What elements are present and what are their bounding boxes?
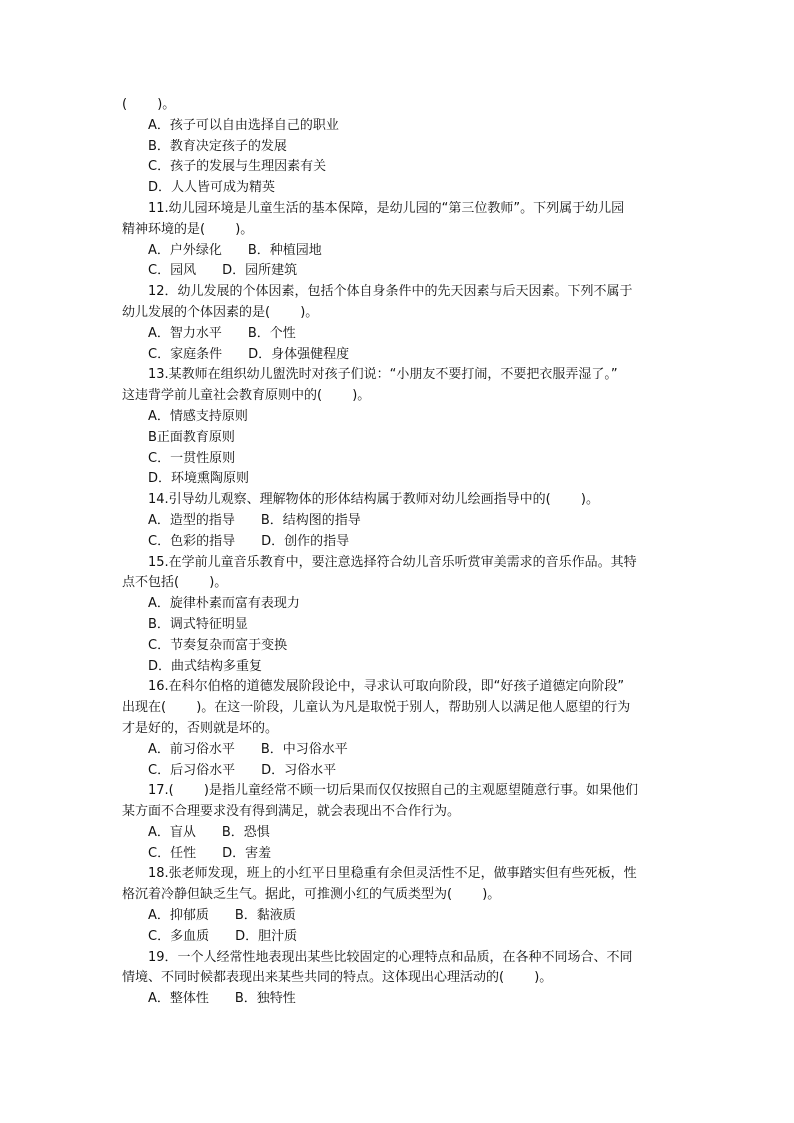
text-line: A．整体性 B．独特性 <box>148 991 296 1007</box>
text-line: 出现在( )。在这一阶段，儿童认为凡是取悦于别人，帮助别人以满足他人愿望的行为 <box>122 700 631 716</box>
text-line: 格沉着冷静但缺乏生气。据此，可推测小红的气质类型为( )。 <box>122 887 501 903</box>
text-line: B．教育决定孩子的发展 <box>148 138 287 154</box>
text-line: A．旋律朴素而富有表现力 <box>148 596 300 612</box>
text-line: C．节奏复杂而富于变换 <box>148 637 288 653</box>
text-line: ( )。 <box>122 97 176 112</box>
text-line: C．园风 D．园所建筑 <box>148 263 298 279</box>
text-line: 点不包括( )。 <box>122 575 228 591</box>
text-line: A．孩子可以自由选择自己的职业 <box>148 117 339 133</box>
text-line: 18.张老师发现，班上的小红平日里稳重有余但灵活性不足，做事踏实但有些死板，性 <box>148 866 637 882</box>
text-line: 15.在学前儿童音乐教育中，要注意选择符合幼儿音乐听赏审美需求的音乐作品。其特 <box>148 554 637 570</box>
text-line: 才是好的，否则就是坏的。 <box>122 720 279 736</box>
text-line: B．调式特征明显 <box>148 616 248 632</box>
text-line: C．色彩的指导 D．创作的指导 <box>148 533 350 549</box>
text-line: C．家庭条件 D．身体强健程度 <box>148 346 350 362</box>
text-line: A．智力水平 B．个性 <box>148 325 296 341</box>
text-line: 13.某教师在组织幼儿盥洗时对孩子们说：“小朋友不要打闹，不要把衣服弄湿了。” <box>148 367 618 383</box>
text-line: 情境、不同时候都表现出来某些共同的特点。这体现出心理活动的( )。 <box>122 970 553 986</box>
text-line: C．多血质 D．胆汁质 <box>148 928 298 944</box>
text-line: D．环境熏陶原则 <box>148 471 250 487</box>
text-line: A．盲从 B．恐惧 <box>148 824 270 840</box>
text-line: D．曲式结构多重复 <box>148 658 263 674</box>
text-line: 某方面不合理要求没有得到满足，就会表现出不合作行为。 <box>122 804 461 820</box>
text-line: 14.引导幼儿观察、理解物体的形体结构属于教师对幼儿绘画指导中的( )。 <box>148 492 599 508</box>
text-line: 这违背学前儿童社会教育原则中的( )。 <box>122 388 371 404</box>
question-text-block <box>122 95 677 1010</box>
text-line: A．户外绿化 B．种植园地 <box>148 242 322 258</box>
text-line: 16.在科尔伯格的道德发展阶段论中，寻求认可取向阶段，即“好孩子道德定向阶段” <box>148 679 625 695</box>
text-line: D．人人皆可成为精英 <box>148 180 276 196</box>
text-line: 精神环境的是( )。 <box>122 221 254 237</box>
text-line: A．情感支持原则 <box>148 408 248 424</box>
text-line: C．一贯性原则 <box>148 450 236 466</box>
text-line: A．前习俗水平 B．中习俗水平 <box>148 741 348 757</box>
text-line: 17.( )是指儿童经常不顾一切后果而仅仅按照自己的主观愿望随意行事。如果他们 <box>148 783 638 799</box>
text-line: A．造型的指导 B．结构图的指导 <box>148 512 361 528</box>
text-line: B正面教育原则 <box>148 429 235 445</box>
text-line: A．抑郁质 B．黏液质 <box>148 908 296 924</box>
text-line: 幼儿发展的个体因素的是( )。 <box>122 304 319 320</box>
text-line: 19．一个人经常性地表现出某些比较固定的心理特点和品质，在各种不同场合、不同 <box>148 949 633 965</box>
text-line: C．后习俗水平 D．习俗水平 <box>148 762 337 778</box>
text-line: C．孩子的发展与生理因素有关 <box>148 159 327 175</box>
text-line: 11.幼儿园环境是儿童生活的基本保障，是幼儿园的“第三位教师”。下列属于幼儿园 <box>148 200 625 216</box>
text-line: C．任性 D．害羞 <box>148 845 272 861</box>
text-line: 12．幼儿发展的个体因素，包括个体自身条件中的先天因素与后天因素。下列不属于 <box>148 284 633 300</box>
